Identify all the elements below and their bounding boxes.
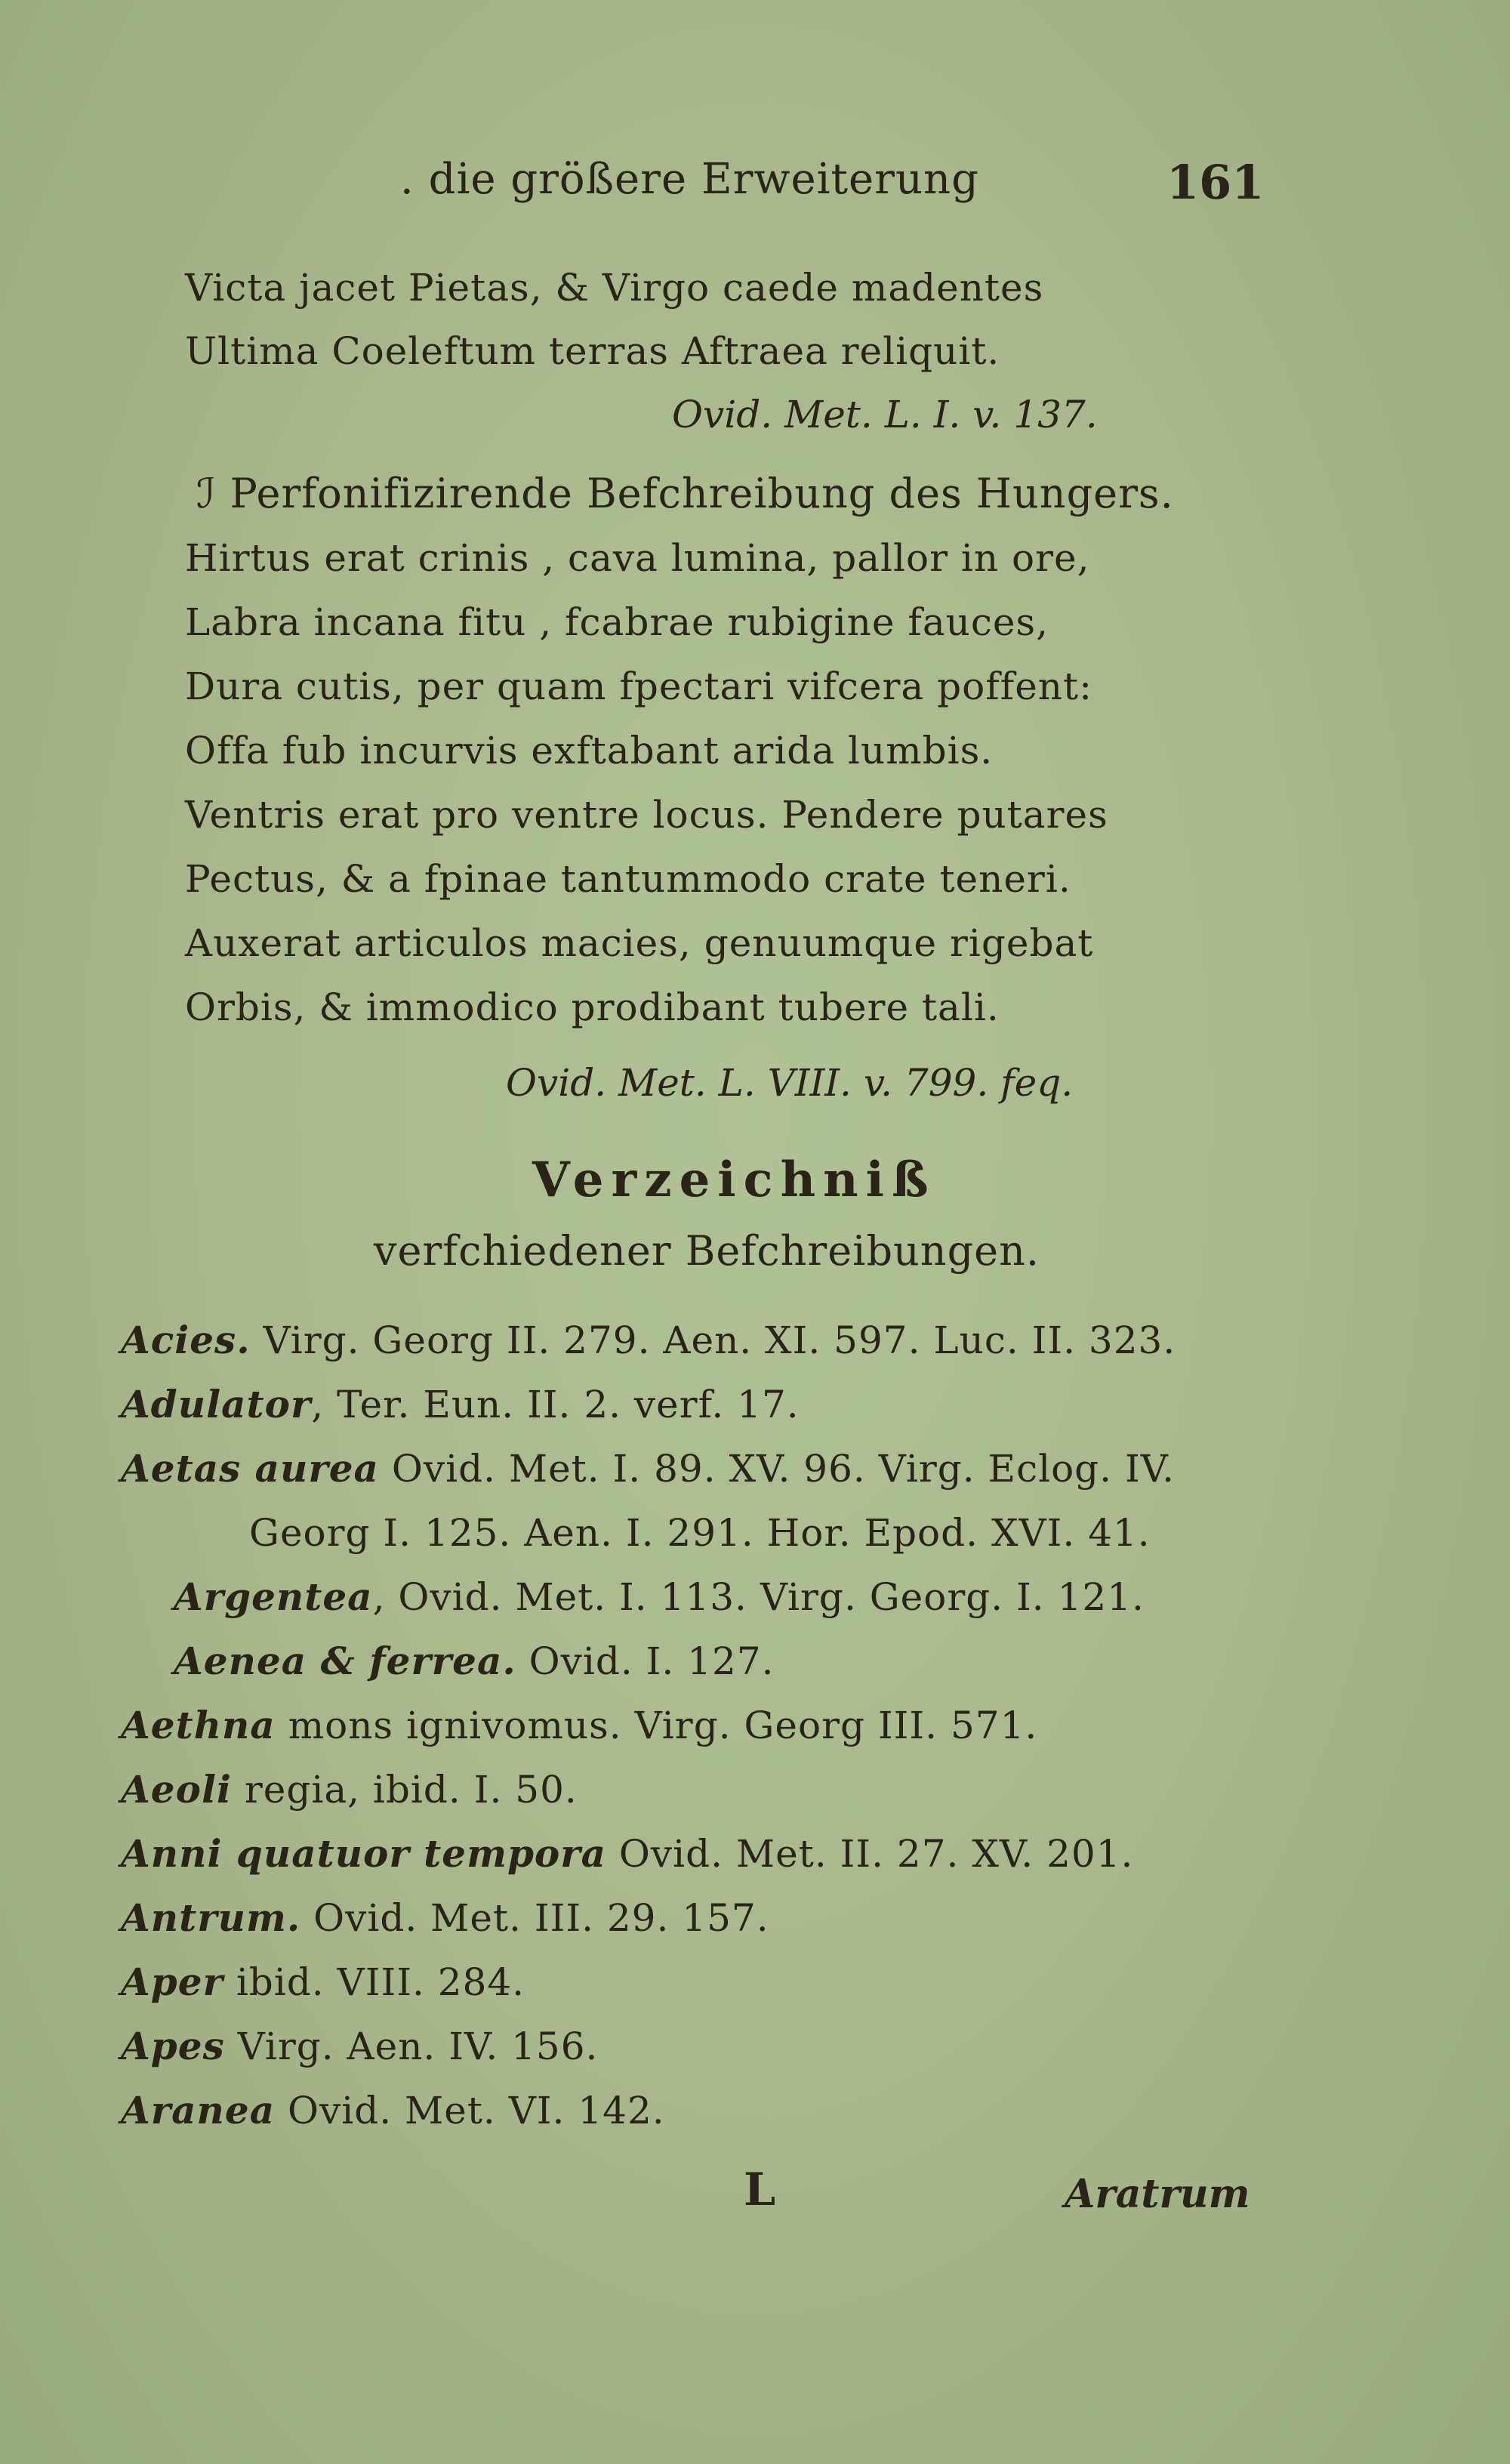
index-entry [121, 2088, 665, 2132]
index-ref: Ovid. Met. I. 89. XV. 96. Virg. Eclog. IV. [378, 1447, 1175, 1491]
index-term: Aenea & ferrea. [174, 1639, 516, 1683]
signature-mark: L [744, 2163, 776, 2216]
index-term: Aeoli [121, 1767, 232, 1812]
index-entry [121, 1703, 1037, 1747]
verse-line: Dura cutis, per quam fpectari vifcera poffent: [185, 665, 1092, 708]
index-entry-continuation [249, 1510, 1151, 1555]
verse-line: Ventris erat pro ventre locus. Pendere putares [185, 793, 1108, 837]
verse-line: Auxerat articulos macies, genuumque rigebat [185, 921, 1094, 965]
index-entry [121, 2024, 598, 2068]
index-ref: mons ignivomus. Virg. Georg III. 571. [275, 1704, 1038, 1747]
index-entry [174, 1574, 1145, 1619]
citation: Ovid. Met. L. VIII. v. 799. feq. [506, 1061, 1074, 1105]
index-subtitle: verfchiedener Befchreibungen. [374, 1227, 1040, 1275]
catchword: Aratrum [1065, 2171, 1250, 2217]
index-ref: Virg. Georg II. 279. Aen. XI. 597. Luc. II. 323. [250, 1318, 1176, 1362]
index-ref: Ovid. Met. III. 29. 157. [300, 1896, 769, 1940]
verse-line: Labra incana fitu , fcabrae rubigine fauces, [185, 600, 1049, 644]
index-entry [121, 1895, 769, 1940]
index-ref: Ovid. Met. II. 27. XV. 201. [606, 1832, 1134, 1876]
index-term: Apes [121, 2024, 225, 2068]
index-ref: Ovid. Met. VI. 142. [275, 2089, 665, 2132]
verse-line: Orbis, & immodico prodibant tubere tali. [185, 985, 1000, 1029]
section-heading: ℐ Perfonifizirende Befchreibung des Hungers. [196, 470, 1174, 517]
index-term: Adulator [121, 1382, 312, 1426]
running-title: . die größere Erweiterung [400, 155, 979, 204]
index-ref: Virg. Aen. IV. 156. [224, 2025, 599, 2068]
index-entry [174, 1639, 775, 1683]
index-term: Acies. [121, 1318, 251, 1362]
index-term: Aranea [121, 2088, 276, 2132]
index-ref: Georg I. 125. Aen. I. 291. Hor. Epod. XVI. 41. [249, 1511, 1151, 1555]
index-ref: ibid. VIII. 284. [223, 1960, 525, 2004]
verse-line: Victa jacet Pietas, & Virgo caede madentes [185, 266, 1044, 310]
index-entry [121, 1767, 578, 1812]
verse-line: Pectus, & a fpinae tantummodo crate teneri. [185, 857, 1071, 901]
index-term: Anni quatuor tempora [121, 1831, 607, 1876]
citation: Ovid. Met. L. I. v. 137. [672, 393, 1098, 436]
index-term: Argentea [174, 1574, 373, 1619]
index-term: Aper [121, 1960, 223, 2004]
index-entry [121, 1446, 1175, 1491]
index-entry [121, 1382, 800, 1426]
index-ref: , Ovid. Met. I. 113. Virg. Georg. I. 121. [372, 1575, 1145, 1619]
verse-line: Hirtus erat crinis , cava lumina, pallor in ore, [185, 536, 1090, 580]
index-entry [121, 1318, 1176, 1362]
index-term: Antrum. [121, 1895, 301, 1940]
index-ref: Ovid. I. 127. [516, 1639, 775, 1683]
index-entry [121, 1960, 525, 2004]
index-term: Aethna [121, 1703, 276, 1747]
index-ref: regia, ibid. I. 50. [231, 1768, 578, 1812]
page-number: 161 [1166, 155, 1265, 210]
index-entry [121, 1831, 1133, 1876]
verse-line: Ultima Coeleftum terras Aftraea reliquit. [185, 329, 1000, 373]
index-title: Verzeichniß [532, 1152, 936, 1208]
index-ref: , Ter. Eun. II. 2. verf. 17. [311, 1383, 800, 1426]
verse-line: Offa fub incurvis exftabant arida lumbis. [185, 729, 994, 773]
index-term: Aetas aurea [121, 1446, 379, 1491]
